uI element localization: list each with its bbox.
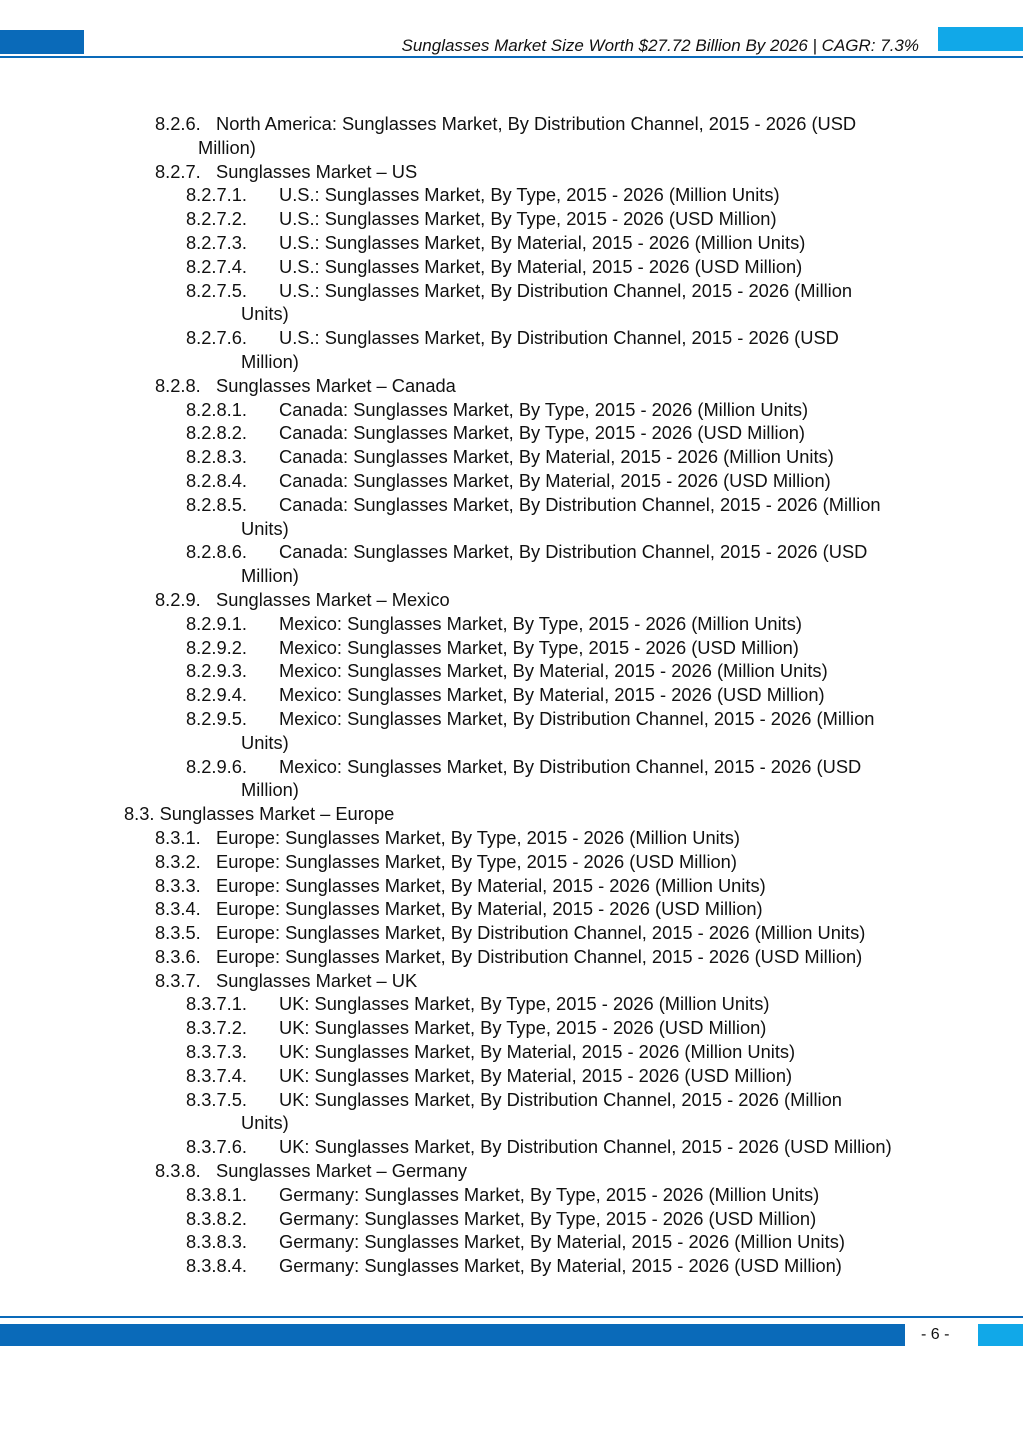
toc-entry (0, 992, 1023, 1016)
page-number: - 6 - (921, 1326, 950, 1343)
toc-entry-number: 8.3.6. (155, 945, 201, 967)
toc-entry-number: 8.2.7. (155, 160, 201, 182)
toc-entry-title: Mexico: Sunglasses Market, By Type, 2015 - 2026 (USD Million) (279, 636, 799, 658)
header-accent-left (0, 30, 84, 54)
toc-entry-title: Mexico: Sunglasses Market, By Distribution Channel, 2015 - 2026 (Million (279, 707, 875, 729)
toc-entry (0, 231, 1023, 255)
toc-entry (0, 1254, 1023, 1278)
toc-entry-number: 8.3.1. (155, 826, 201, 848)
toc-entry-title-continuation: Units) (241, 731, 289, 753)
toc-entry-title: Europe: Sunglasses Market, By Material, 2015 - 2026 (USD Million) (216, 898, 763, 920)
toc-entry-title: Germany: Sunglasses Market, By Material, 2015 - 2026 (Million Units) (279, 1231, 845, 1253)
toc-entry-title: Sunglasses Market – UK (216, 969, 418, 991)
toc-entry (0, 921, 1023, 945)
toc-entry (0, 636, 1023, 660)
toc-entry (0, 1016, 1023, 1040)
toc-entry-number: 8.2.7.2. (186, 208, 247, 230)
toc-entry-number: 8.2.8.5. (186, 493, 247, 515)
toc-entry-number: 8.3.3. (155, 874, 201, 896)
toc-entry (0, 445, 1023, 469)
toc-entry-number: 8.2.9.4. (186, 684, 247, 706)
footer-divider (0, 1316, 1023, 1318)
toc-entry-title: Mexico: Sunglasses Market, By Material, 2015 - 2026 (USD Million) (279, 684, 825, 706)
toc-entry-number: 8.2.7.1. (186, 184, 247, 206)
toc-entry (0, 945, 1023, 969)
footer-accent-right (978, 1324, 1023, 1346)
toc-entry-title: Canada: Sunglasses Market, By Material, 2015 - 2026 (Million Units) (279, 446, 834, 468)
toc-entry-number: 8.2.9.1. (186, 612, 247, 634)
toc-entry-number: 8.3.5. (155, 922, 201, 944)
toc-entry-number: 8.2.9.5. (186, 707, 247, 729)
toc-entry (0, 850, 1023, 874)
toc-entry-title-continuation: Million) (241, 565, 299, 587)
toc-entry-title: UK: Sunglasses Market, By Type, 2015 - 2026 (Million Units) (279, 993, 770, 1015)
toc-entry-title: U.S.: Sunglasses Market, By Material, 2015 - 2026 (Million Units) (279, 231, 806, 253)
header-divider (0, 56, 1023, 58)
toc-entry-title: Europe: Sunglasses Market, By Type, 2015 - 2026 (Million Units) (216, 826, 740, 848)
toc-entry (0, 588, 1023, 612)
toc-entry-title: Germany: Sunglasses Market, By Material, 2015 - 2026 (USD Million) (279, 1255, 842, 1277)
toc-entry-number: 8.3.7.6. (186, 1136, 247, 1158)
toc-entry-number: 8.2.8.6. (186, 541, 247, 563)
toc-entry-number: 8.3.4. (155, 898, 201, 920)
toc-entry-title-continuation: Units) (241, 303, 289, 325)
toc-entry-title: Europe: Sunglasses Market, By Distribution Channel, 2015 - 2026 (USD Million) (216, 945, 863, 967)
toc-entry-number: 8.3.7.5. (186, 1088, 247, 1110)
toc-entry (0, 112, 1023, 160)
toc-entry-number: 8.2.8.3. (186, 446, 247, 468)
toc-entry-title: Europe: Sunglasses Market, By Type, 2015 - 2026 (USD Million) (216, 850, 737, 872)
toc-entry-title-continuation: Units) (241, 1112, 289, 1134)
footer-accent-bar (0, 1324, 905, 1346)
toc-entry-title: U.S.: Sunglasses Market, By Type, 2015 - 2026 (USD Million) (279, 208, 777, 230)
toc-entry-number: 8.2.9.6. (186, 755, 247, 777)
toc-entry (0, 493, 1023, 541)
toc-entry (0, 659, 1023, 683)
toc-entry-number: 8.2.6. (155, 113, 201, 134)
toc-entry (0, 755, 1023, 803)
toc-entry (0, 421, 1023, 445)
toc-entry (0, 1064, 1023, 1088)
toc-entry-title: Europe: Sunglasses Market, By Material, 2015 - 2026 (Million Units) (216, 874, 766, 896)
toc-entry (0, 207, 1023, 231)
toc-entry (0, 279, 1023, 327)
toc-entry-title: Germany: Sunglasses Market, By Type, 2015 - 2026 (Million Units) (279, 1183, 820, 1205)
toc-entry (0, 1207, 1023, 1231)
toc-entry-number: 8.2.8.4. (186, 469, 247, 491)
toc-entry-number: 8.3.8.2. (186, 1207, 247, 1229)
toc-entry-number: 8.3.8.1. (186, 1183, 247, 1205)
toc-entry-title-continuation: Million) (241, 350, 299, 372)
toc-entry-title: UK: Sunglasses Market, By Material, 2015 - 2026 (USD Million) (279, 1064, 793, 1086)
header-accent-right (938, 27, 1023, 51)
toc-entry (0, 160, 1023, 184)
toc-entry-title: Sunglasses Market – Canada (216, 374, 456, 396)
toc-entry-number: 8.3.7.4. (186, 1064, 247, 1086)
toc-entry-number: 8.2.9. (155, 588, 201, 610)
toc-entry-title: Europe: Sunglasses Market, By Distribution Channel, 2015 - 2026 (Million Units) (216, 922, 866, 944)
toc-entry-title: U.S.: Sunglasses Market, By Distribution Channel, 2015 - 2026 (USD (279, 327, 839, 349)
toc-entry-title: UK: Sunglasses Market, By Material, 2015 - 2026 (Million Units) (279, 1041, 796, 1063)
toc-entry-title: U.S.: Sunglasses Market, By Distribution Channel, 2015 - 2026 (Million (279, 279, 853, 301)
toc-entry-title: Canada: Sunglasses Market, By Distribution Channel, 2015 - 2026 (Million (279, 493, 881, 515)
toc-entry-number: 8.2.7.5. (186, 279, 247, 301)
toc-entry-number: 8.2.7.6. (186, 327, 247, 349)
toc-entry-title: Canada: Sunglasses Market, By Type, 2015 - 2026 (Million Units) (279, 398, 809, 420)
toc-entry-title: Mexico: Sunglasses Market, By Distribution Channel, 2015 - 2026 (USD (279, 755, 862, 777)
toc-entry (0, 255, 1023, 279)
table-of-contents (0, 112, 1023, 1278)
toc-entry-title: Canada: Sunglasses Market, By Type, 2015 - 2026 (USD Million) (279, 422, 806, 444)
toc-entry-title: UK: Sunglasses Market, By Type, 2015 - 2026 (USD Million) (279, 1017, 767, 1039)
toc-entry (0, 897, 1023, 921)
toc-entry (0, 1088, 1023, 1136)
toc-entry-title: Sunglasses Market – Mexico (216, 588, 450, 610)
toc-entry-title: Canada: Sunglasses Market, By Distribution Channel, 2015 - 2026 (USD (279, 541, 868, 563)
toc-entry-number: 8.3.2. (155, 850, 201, 872)
toc-entry (0, 326, 1023, 374)
toc-entry-number: 8.2.9.3. (186, 660, 247, 682)
toc-entry-number: 8.3.7.2. (186, 1017, 247, 1039)
toc-entry-number: 8.3.8. (155, 1160, 201, 1182)
toc-entry (0, 183, 1023, 207)
toc-entry (0, 469, 1023, 493)
toc-entry-number: 8.3. Sunglasses Market – Europe (124, 803, 395, 825)
toc-entry (0, 1135, 1023, 1159)
toc-entry-title: UK: Sunglasses Market, By Distribution Channel, 2015 - 2026 (Million (279, 1088, 842, 1110)
toc-entry-number: 8.3.7. (155, 969, 201, 991)
toc-entry-title: Mexico: Sunglasses Market, By Type, 2015 - 2026 (Million Units) (279, 612, 802, 634)
toc-entry (0, 1230, 1023, 1254)
toc-entry-number: 8.3.8.4. (186, 1255, 247, 1277)
toc-entry-title: North America: Sunglasses Market, By Distribution Channel, 2015 - 2026 (USD (216, 113, 857, 134)
toc-entry-number: 8.2.7.3. (186, 231, 247, 253)
toc-entry (0, 802, 1023, 826)
toc-entry-number: 8.2.8.1. (186, 398, 247, 420)
toc-entry (0, 612, 1023, 636)
toc-entry (0, 374, 1023, 398)
toc-entry-number: 8.2.9.2. (186, 636, 247, 658)
toc-entry-title-continuation: Million) (198, 136, 256, 158)
toc-entry-title-continuation: Units) (241, 517, 289, 539)
toc-entry (0, 1040, 1023, 1064)
toc-entry-number: 8.3.7.1. (186, 993, 247, 1015)
toc-entry-title: U.S.: Sunglasses Market, By Type, 2015 - 2026 (Million Units) (279, 184, 780, 206)
toc-entry (0, 683, 1023, 707)
toc-entry (0, 969, 1023, 993)
toc-entry (0, 707, 1023, 755)
document-header-title: Sunglasses Market Size Worth $27.72 Billion By 2026 | CAGR: 7.3% (401, 36, 919, 55)
toc-entry (0, 1159, 1023, 1183)
toc-entry-number: 8.3.8.3. (186, 1231, 247, 1253)
toc-entry-title: Sunglasses Market – Germany (216, 1160, 467, 1182)
toc-entry (0, 826, 1023, 850)
toc-entry-title: Germany: Sunglasses Market, By Type, 2015 - 2026 (USD Million) (279, 1207, 817, 1229)
toc-entry-title-continuation: Million) (241, 779, 299, 801)
toc-entry-title: U.S.: Sunglasses Market, By Material, 2015 - 2026 (USD Million) (279, 255, 803, 277)
toc-entry (0, 540, 1023, 588)
toc-entry-number: 8.3.7.3. (186, 1041, 247, 1063)
toc-entry-title: Sunglasses Market – US (216, 160, 418, 182)
toc-entry (0, 874, 1023, 898)
toc-entry-title: Canada: Sunglasses Market, By Material, 2015 - 2026 (USD Million) (279, 469, 831, 491)
toc-entry (0, 1183, 1023, 1207)
toc-entry-title: UK: Sunglasses Market, By Distribution Channel, 2015 - 2026 (USD Million) (279, 1136, 892, 1158)
toc-entry-number: 8.2.8. (155, 374, 201, 396)
toc-entry-number: 8.2.7.4. (186, 255, 247, 277)
toc-entry-number: 8.2.8.2. (186, 422, 247, 444)
toc-entry (0, 398, 1023, 422)
toc-entry-title: Mexico: Sunglasses Market, By Material, 2015 - 2026 (Million Units) (279, 660, 828, 682)
